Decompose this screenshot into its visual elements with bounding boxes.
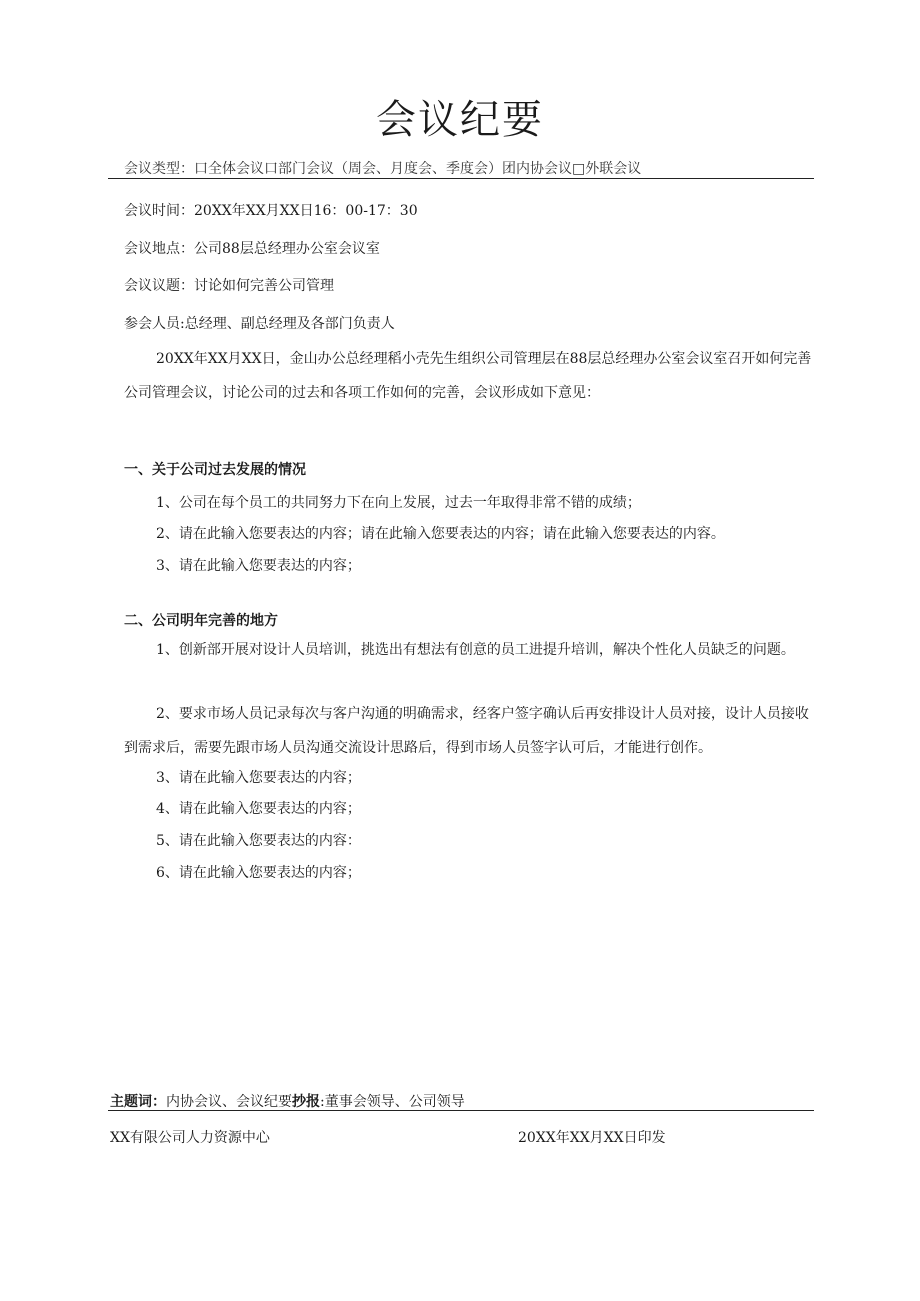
meeting-types: 会议类型：口全体会议口部门会议（周会、月度会、季度会）团内协会议□外联会议 — [124, 161, 642, 177]
keywords-label: 主题词： — [110, 1094, 166, 1110]
section2-paragraph-2: 2、要求市场人员记录每次与客户沟通的明确需求，经客户签字确认后再安排设计人员对接，设计人员接收到需求后，需要先跟市场人员沟通交流设计思路后，得到市场人员签字认可后，才能进行创作。 — [124, 706, 809, 756]
meeting-place-value: 公司88层总经理办公室会议室 — [194, 241, 380, 257]
section2-item-3: 3、请在此输入您要表达的内容； — [156, 770, 361, 786]
footer-divider — [108, 1110, 814, 1111]
meeting-topic — [124, 275, 334, 295]
issuer: XX有限公司人力资源中心 — [110, 1130, 270, 1146]
meeting-topic-label: 会议议题： — [124, 278, 194, 294]
section1-item-1: 1、公司在每个员工的共同努力下在向上发展，过去一年取得非常不错的成绩； — [156, 495, 641, 511]
meeting-time-value: 20XX年XX月XX日16：00-17：30 — [194, 203, 418, 219]
section2-paragraph-1: 1、创新部开展对设计人员培训，挑选出有想法有创意的员工进提升培训，解决个性化人员缺乏的问题。 — [156, 642, 795, 658]
section1-item-3: 3、请在此输入您要表达的内容； — [156, 558, 361, 574]
meeting-time — [124, 200, 418, 220]
keywords-value: 内协会议、会议纪要 — [166, 1094, 292, 1110]
section2-item-5: 5、请在此输入您要表达的内容： — [156, 833, 361, 849]
meeting-attendees-label: 参会人 — [124, 316, 166, 332]
intro-paragraph: 20XX年XX月XX日，金山办公总经理稻小壳先生组织公司管理层在88层总经理办公室会议室召开如何完善公司管理会议，讨论公司的过去和各项工作如何的完善，会议形成如下意见： — [124, 351, 812, 401]
meeting-attendees — [124, 313, 395, 333]
section1-item-2: 2、请在此输入您要表达的内容；请在此输入您要表达的内容；请在此输入您要表达的内容。 — [156, 526, 725, 542]
section1-heading: 一、关于公司过去发展的情况 — [124, 462, 306, 478]
section2-item-6: 6、请在此输入您要表达的内容； — [156, 865, 361, 881]
document-title: 会议纪要 — [376, 97, 544, 143]
meeting-attendees-value: 员:总经理、副总经理及各部门负责人 — [166, 316, 395, 332]
issue-date: 20XX年XX月XX日印发 — [518, 1130, 666, 1146]
section2-heading: 二、公司明年完善的地方 — [124, 613, 278, 629]
meeting-place — [124, 238, 380, 258]
meeting-topic-value: 讨论如何完善公司管理 — [194, 278, 334, 294]
meeting-place-label: 会议地点： — [124, 241, 194, 257]
meeting-time-label: 会议时间： — [124, 203, 194, 219]
cc-label: 抄报 — [292, 1094, 320, 1110]
footer-keywords — [110, 1091, 465, 1111]
section2-item-4: 4、请在此输入您要表达的内容； — [156, 801, 361, 817]
cc-value: :董事会领导、公司领导 — [320, 1094, 465, 1110]
header-divider — [108, 178, 814, 179]
